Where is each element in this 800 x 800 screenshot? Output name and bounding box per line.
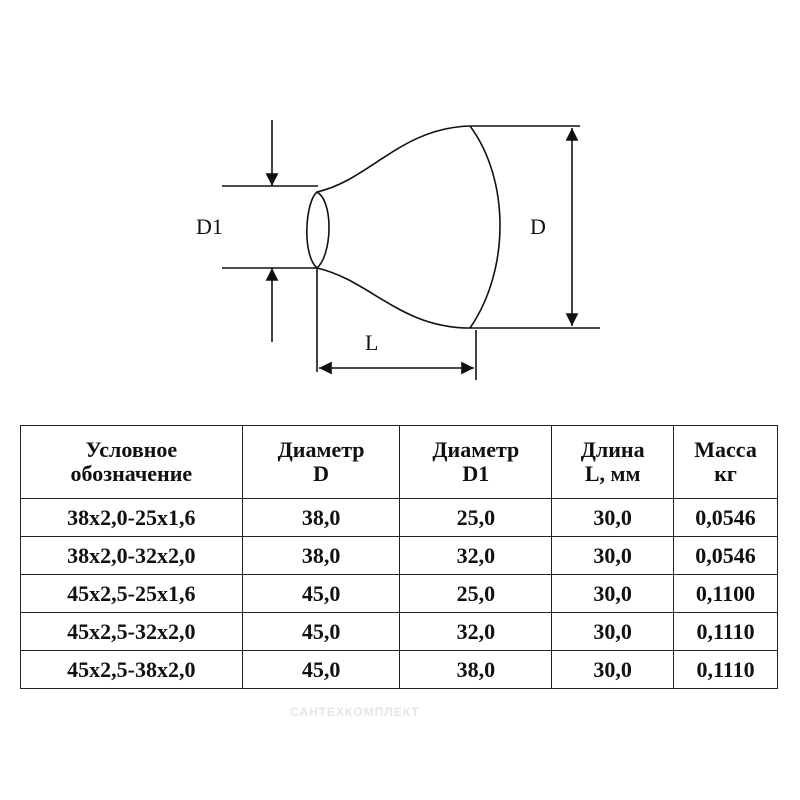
cell-length-l: 30,0 (552, 537, 674, 575)
reducer-upper-contour (317, 126, 470, 192)
d1-label: D1 (196, 214, 223, 239)
table-row (21, 575, 778, 613)
l-label: L (365, 330, 379, 355)
table-row (21, 537, 778, 575)
cell-diameter-d: 45,0 (242, 575, 400, 613)
cell-mass: 0,1110 (674, 613, 778, 651)
large-end-arc (470, 126, 500, 328)
header-diameter-d: Диаметр D (242, 426, 400, 499)
cell-mass: 0,0546 (674, 537, 778, 575)
cell-mass: 0,1100 (674, 575, 778, 613)
watermark-text: САНТЕХКОМПЛЕКТ (290, 705, 420, 719)
small-end-opening (307, 192, 329, 268)
cell-diameter-d: 45,0 (242, 651, 400, 689)
cell-designation: 45x2,5-25x1,6 (21, 575, 243, 613)
header-mass: Масса кг (674, 426, 778, 499)
d-label: D (530, 214, 546, 239)
reducer-lower-contour (317, 268, 470, 328)
cell-length-l: 30,0 (552, 499, 674, 537)
cell-diameter-d1: 25,0 (400, 575, 552, 613)
cell-diameter-d1: 32,0 (400, 537, 552, 575)
cell-designation: 45x2,5-38x2,0 (21, 651, 243, 689)
dimension-table (20, 425, 778, 689)
cell-length-l: 30,0 (552, 613, 674, 651)
cell-diameter-d1: 32,0 (400, 613, 552, 651)
cell-length-l: 30,0 (552, 575, 674, 613)
cell-mass: 0,0546 (674, 499, 778, 537)
table-header-row (21, 426, 778, 499)
cell-designation: 45x2,5-32x2,0 (21, 613, 243, 651)
cell-diameter-d1: 38,0 (400, 651, 552, 689)
table-row (21, 499, 778, 537)
cell-designation: 38x2,0-25x1,6 (21, 499, 243, 537)
cell-diameter-d: 45,0 (242, 613, 400, 651)
cell-diameter-d1: 25,0 (400, 499, 552, 537)
cell-designation: 38x2,0-32x2,0 (21, 537, 243, 575)
header-diameter-d1: Диаметр D1 (400, 426, 552, 499)
header-length-l: Длина L, мм (552, 426, 674, 499)
table-row (21, 651, 778, 689)
header-designation: Условное обозначение (21, 426, 243, 499)
cell-diameter-d: 38,0 (242, 537, 400, 575)
cell-mass: 0,1110 (674, 651, 778, 689)
table-row (21, 613, 778, 651)
cell-diameter-d: 38,0 (242, 499, 400, 537)
cell-length-l: 30,0 (552, 651, 674, 689)
